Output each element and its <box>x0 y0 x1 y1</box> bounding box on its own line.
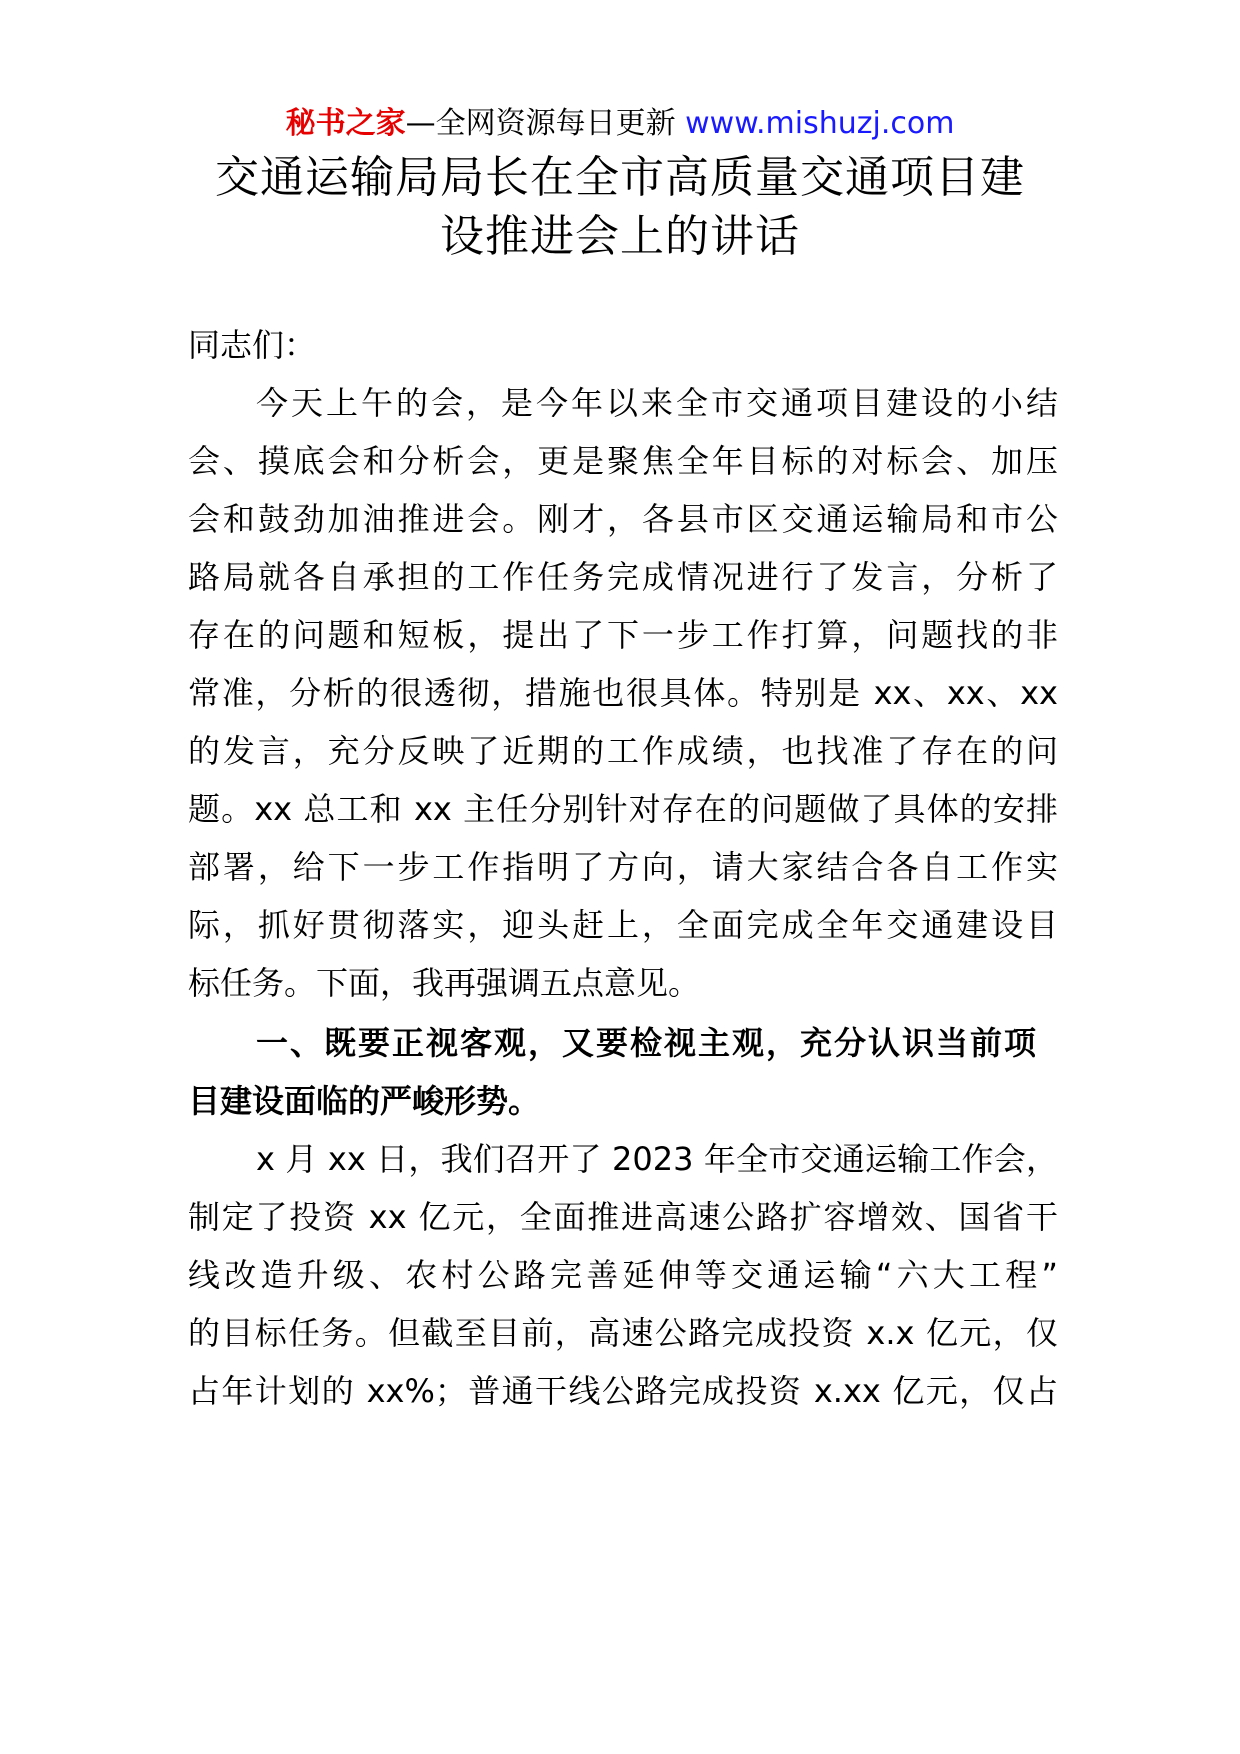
site-url: www.mishuzj.com <box>685 106 955 141</box>
site-tagline: —全网资源每日更新 <box>405 106 686 141</box>
paragraph-line: 会和鼓劲加油推进会。刚才，各县市区交通运输局和市公 <box>188 500 1058 538</box>
document-title-line-1: 交通运输局局长在全市高质量交通项目建 <box>215 152 1025 203</box>
salutation: 同志们： <box>188 326 317 364</box>
paragraph-line: 占年计划的 xx%；普通干线公路完成投资 x.xx 亿元，仅占 <box>188 1372 1058 1410</box>
document-title-line-2: 设推进会上的讲话 <box>440 211 800 262</box>
section-heading-line: 目建设面临的严峻形势。 <box>188 1082 541 1120</box>
paragraph-line: 部署，给下一步工作指明了方向，请大家结合各自工作实 <box>188 848 1058 886</box>
paragraph-line: 标任务。下面，我再强调五点意见。 <box>188 964 701 1002</box>
paragraph-line: x 月 xx 日，我们召开了 2023 年全市交通运输工作会， <box>256 1140 1058 1178</box>
paragraph-line: 会、摸底会和分析会，更是聚焦全年目标的对标会、加压 <box>188 442 1058 480</box>
paragraph-line: 路局就各自承担的工作任务完成情况进行了发言，分析了 <box>188 558 1058 596</box>
paragraph-line: 际，抓好贯彻落实，迎头赶上，全面完成全年交通建设目 <box>188 906 1058 944</box>
paragraph-line: 制定了投资 xx 亿元，全面推进高速公路扩容增效、国省干 <box>188 1198 1058 1236</box>
paragraph-line: 常准，分析的很透彻，措施也很具体。特别是 xx、xx、xx <box>188 674 1058 712</box>
paragraph-line: 今天上午的会，是今年以来全市交通项目建设的小结 <box>256 384 1058 422</box>
site-brand: 秘书之家 <box>285 106 406 141</box>
paragraph-line: 存在的问题和短板，提出了下一步工作打算，问题找的非 <box>188 616 1058 654</box>
site-header <box>0 104 1240 144</box>
paragraph-line: 题。xx 总工和 xx 主任分别针对存在的问题做了具体的安排 <box>188 790 1058 828</box>
section-heading-line: 一、既要正视客观，又要检视主观，充分认识当前项 <box>256 1024 1036 1062</box>
paragraph-line: 的目标任务。但截至目前，高速公路完成投资 x.x 亿元，仅 <box>188 1314 1058 1352</box>
paragraph-line: 的发言，充分反映了近期的工作成绩，也找准了存在的问 <box>188 732 1058 770</box>
paragraph-line: 线改造升级、农村公路完善延伸等交通运输“六大工程” <box>188 1256 1058 1294</box>
